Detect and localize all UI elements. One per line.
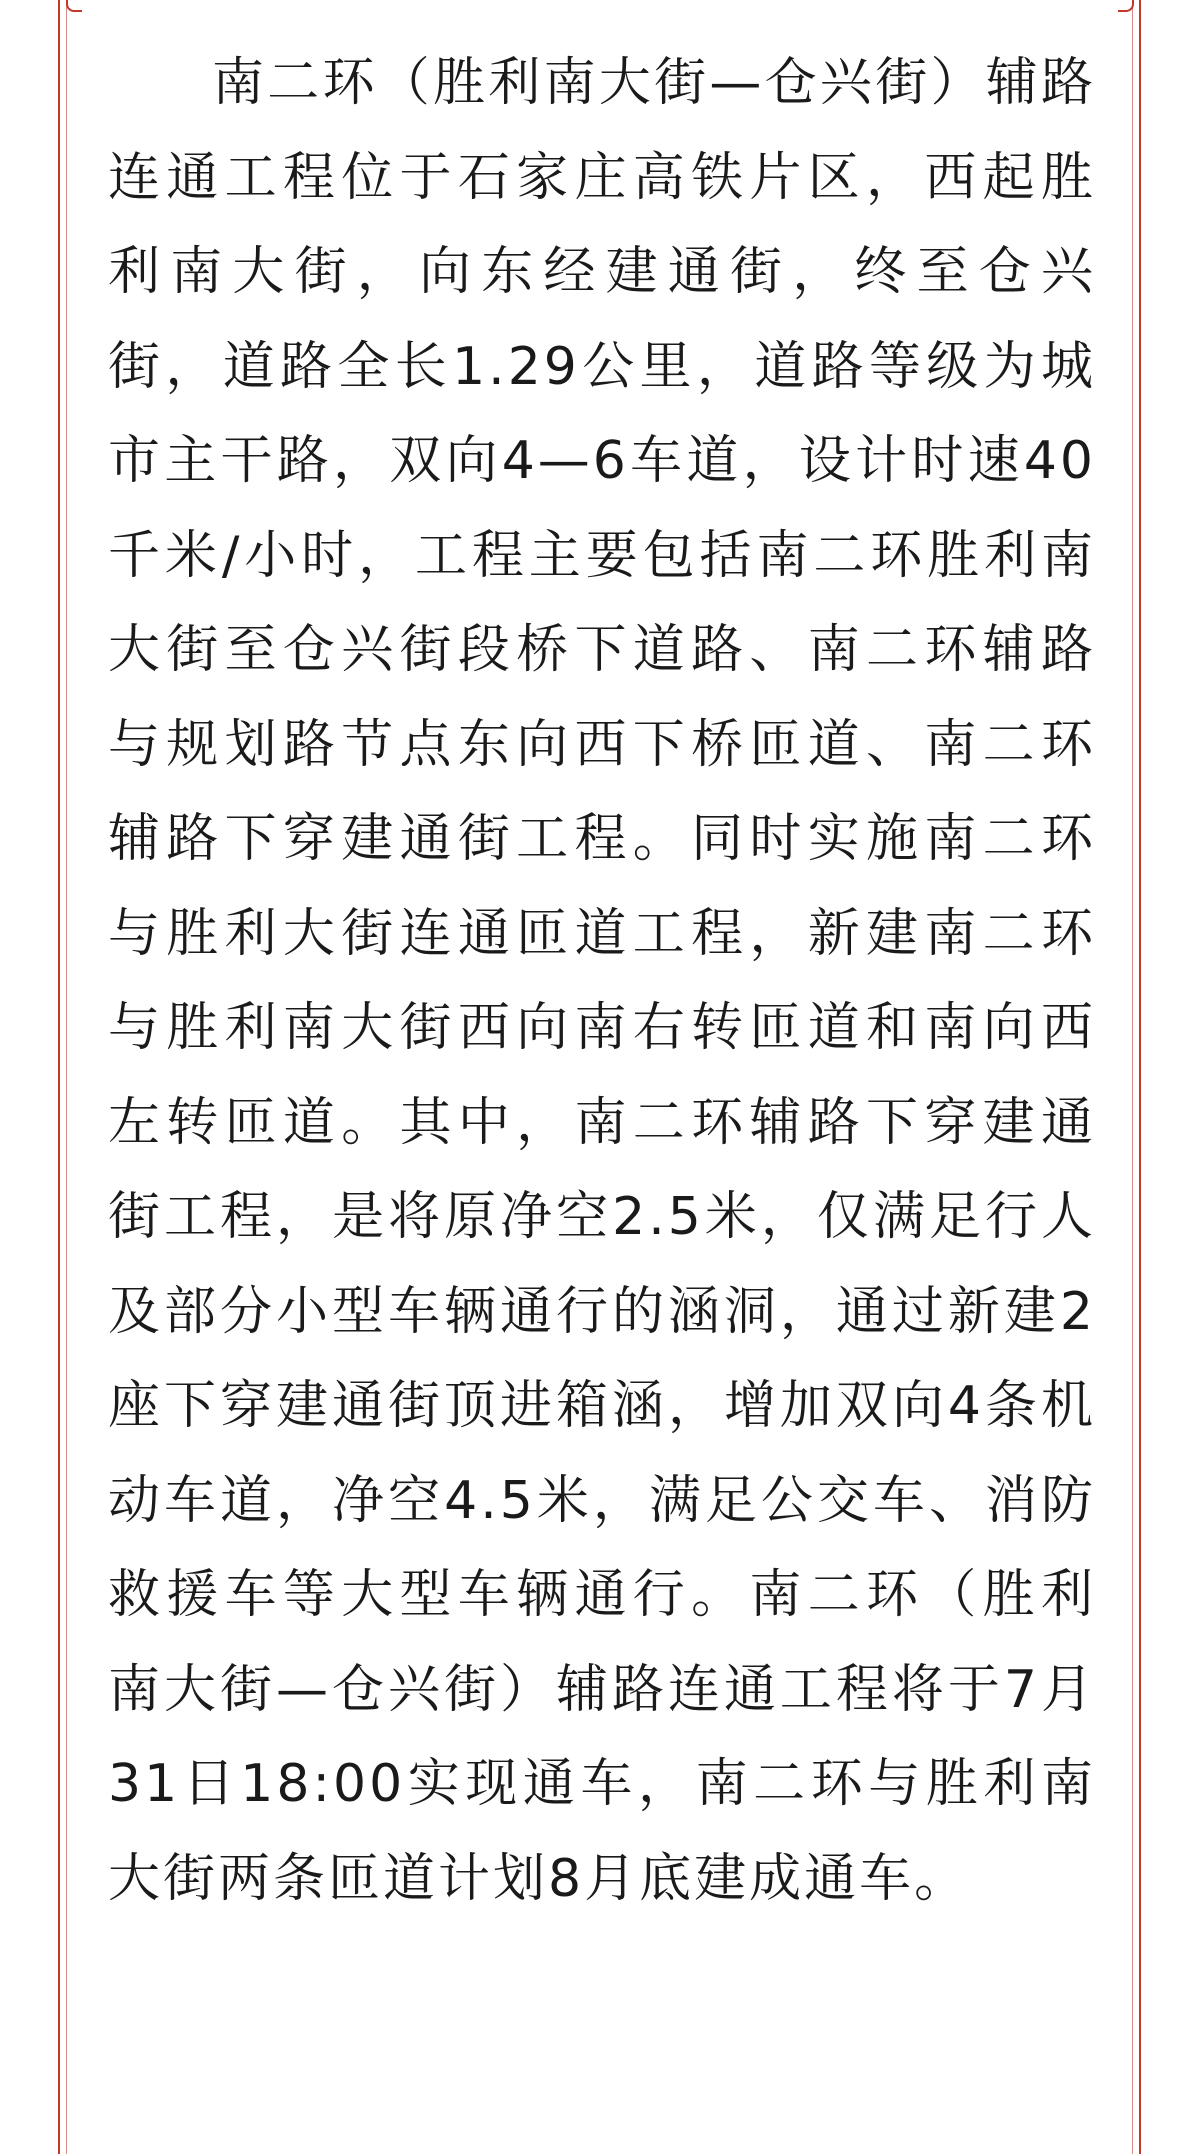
frame-top-left-corner xyxy=(66,0,82,12)
frame-right-outer-line xyxy=(1139,0,1141,2154)
frame-left-inner-line xyxy=(66,0,67,2154)
article-body-paragraph: 南二环（胜利南大街—仓兴街）辅路连通工程位于石家庄高铁片区，西起胜利南大街，向东经建通街，终至仓兴街，道路全长1.29公里，道路等级为城市主干路，双向4—6车道，设计时速40千米/小时，工程主要包括南二环胜利南大街至仓兴街段桥下道路、南二环辅路与规划路节点东向西下桥匝道、南二环辅路下穿建通街工程。同时实施南二环与胜利大街连通匝道工程，新建南二环与胜利南大街西向南右转匝道和南向西左转匝道。其中，南二环辅路下穿建通街工程，是将原净空2.5米，仅满足行人及部分小型车辆通行的涵洞，通过新建2座下穿建通街顶进箱涵，增加双向4条机动车道，净空4.5米，满足公交车、消防救援车等大型车辆通行。南二环（胜利南大街—仓兴街）辅路连通工程将于7月31日18:00实现通车，南二环与胜利南大街两条匝道计划8月底建成通车。 xyxy=(108,53,1096,1909)
frame-left-outer-line xyxy=(58,0,60,2154)
frame-right-inner-line xyxy=(1132,0,1133,2154)
